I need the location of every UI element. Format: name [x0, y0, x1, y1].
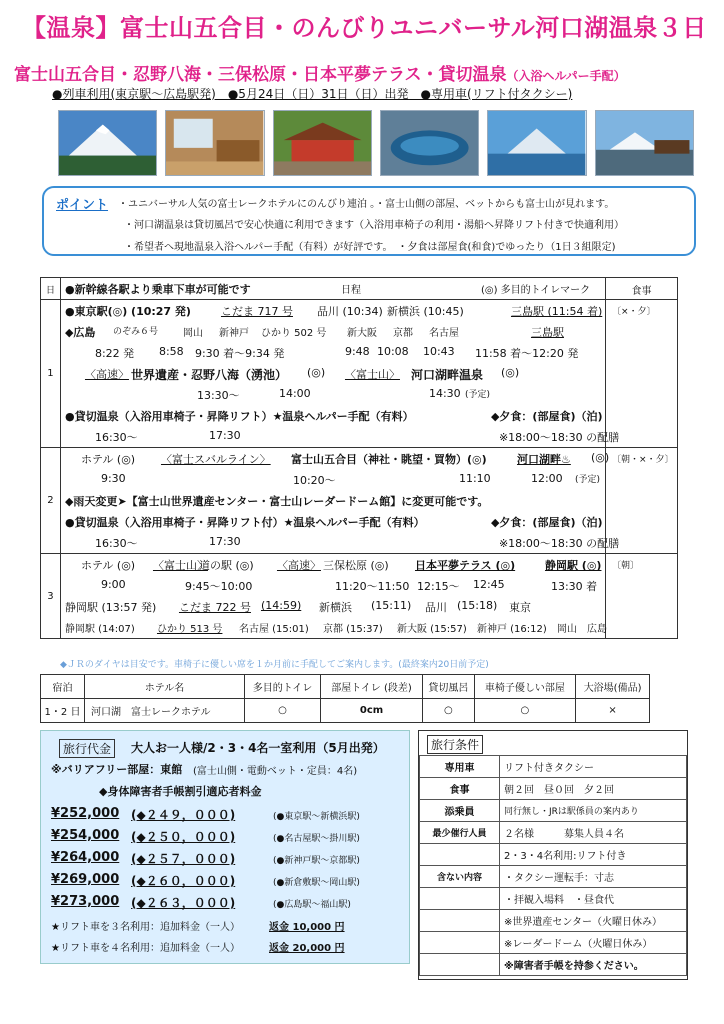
sched-text: ●貸切温泉（入浴用車椅子・昇降リフト）★温泉ヘルパー手配（有料）: [64, 410, 414, 423]
col-day-header: 日: [41, 278, 61, 300]
lift4-label: ★リフト車を４名利用：追加料金（一人）: [51, 943, 240, 954]
sched-text: 13:30 着: [550, 580, 598, 593]
condition-key: [420, 910, 500, 932]
hotel-header: 大浴場(備品): [576, 675, 650, 699]
sched-text: 三島駅: [530, 326, 564, 339]
sched-text: ひかり 502 号: [260, 328, 327, 339]
sched-text: 東京: [508, 601, 531, 614]
conditions-box: [418, 730, 688, 980]
subtitle-main: 富士山五合目・忍野八海・三保松原・日本平夢テラス・貸切温泉: [14, 65, 507, 85]
sched-text: 三保松原 (◎): [322, 559, 389, 572]
photo-fuji-sea: [487, 110, 586, 176]
price-label: 旅行代金: [59, 739, 115, 758]
sched-text: ◆夕食：(部屋食)（泊): [490, 410, 603, 423]
price-value: ¥254,000: [51, 828, 120, 843]
discount-title: ◆身体障害者手帳割引適応者料金: [99, 785, 262, 798]
sched-text: 品川: [424, 601, 447, 614]
sched-text: 河口湖畔温泉: [410, 368, 483, 382]
sched-text: 京都 (15:37): [322, 624, 383, 635]
sched-text: ●貸切温泉（入浴用車椅子・昇降リフト付）★温泉ヘルパー手配（有料）: [64, 516, 425, 529]
sched-text: 静岡駅 (◎): [544, 559, 602, 572]
meal-cell: 〔朝〕: [606, 554, 678, 639]
sched-text: 道の駅 (◎): [198, 559, 254, 572]
route-label: (●東京駅～新横浜駅): [273, 812, 360, 822]
discount-value: (◆２６０，０００): [131, 874, 236, 888]
sched-text: 11:58 着～12:20 発: [474, 347, 579, 360]
sched-text: ホテル (◎): [80, 559, 136, 572]
hotel-header: 部屋トイレ (段差): [320, 675, 422, 699]
price-value: ¥252,000: [51, 806, 120, 821]
sched-text: 10:43: [422, 345, 455, 358]
photo-strip: [58, 110, 694, 176]
condition-row: [420, 800, 687, 822]
sched-text: ※18:00～18:30 の配膳: [498, 537, 620, 550]
sched-text: 三島駅 (11:54 着): [510, 305, 603, 318]
sched-text: 14:30: [428, 387, 461, 400]
sched-text: ひかり 513 号: [156, 624, 223, 635]
condition-row: [420, 866, 687, 888]
meal-cell: 〔朝・×・夕〕: [606, 448, 678, 554]
sched-text: (予定): [464, 390, 490, 400]
day-number: 2: [41, 448, 61, 554]
condition-value: 同行無し・JRは駅係員の案内あり: [500, 800, 687, 822]
hotel-cell: 1・2 日: [41, 699, 85, 723]
point-line: ・希望者へ現地温泉入浴ヘルパー手配（有料）が好評です。 ・夕食は部屋食(和食)でゆったり（1日３組限定): [124, 242, 616, 253]
condition-key: 添乗員: [420, 800, 500, 822]
sched-text: 名古屋 (15:01): [238, 624, 309, 635]
route-label: (●広島駅～福山駅): [273, 900, 351, 910]
sched-text: 9:48: [344, 345, 370, 358]
sched-text: 〈富士山〉: [152, 559, 208, 572]
price-value: ¥273,000: [51, 894, 120, 909]
conditions-label: 旅行条件: [427, 735, 483, 754]
photo-room-interior: [165, 110, 264, 176]
sched-text: こだま 717 号: [220, 305, 293, 318]
sched-text: 16:30～: [94, 537, 138, 550]
condition-value: ・タクシー運転手：寸志: [500, 866, 687, 888]
day-number: 1: [41, 300, 61, 448]
hotel-header: 多目的トイレ: [245, 675, 321, 699]
sched-text: 8:22 発: [94, 347, 135, 360]
sched-text: 名古屋: [428, 328, 459, 339]
sched-text: 12:45: [472, 578, 505, 591]
sched-text: 新大阪: [346, 328, 377, 339]
condition-value: ※障害者手帳を持参ください。: [500, 954, 687, 976]
sched-text: 静岡駅 (14:07): [64, 624, 135, 635]
sched-text: 17:30: [208, 429, 241, 442]
condition-value: ※レーダードーム（火曜日休み）: [500, 932, 687, 954]
condition-key: [420, 954, 500, 976]
discount-value: (◆２６３，０００): [131, 896, 236, 910]
condition-key: 含ない内容: [420, 866, 500, 888]
train-info-line: ●列車利用(東京駅～広島駅発) ●5月24日（日）31日（日）出発 ●専用車(リフト付タクシー): [52, 87, 573, 101]
day-number: 3: [41, 554, 61, 639]
sched-text: のぞみ６号: [112, 327, 158, 337]
lift3-amount: 返金 10,000 円: [269, 922, 345, 933]
route-label: (●名古屋駅～掛川駅): [273, 834, 360, 844]
sched-text: 新横浜 (10:45): [386, 305, 464, 318]
sched-text: 9:45～10:00: [184, 580, 253, 593]
sched-text: ◆夕食：(部屋食)（泊): [490, 516, 603, 529]
subtitle: [14, 60, 626, 85]
sched-text: 9:30: [100, 472, 126, 485]
day-2-row: [41, 448, 678, 554]
hotel-cell: ○: [474, 699, 576, 723]
condition-value: リフト付きタクシー: [500, 756, 687, 778]
sched-text: 新神戸: [218, 328, 249, 339]
sched-text: 京都: [392, 328, 413, 339]
sched-text: 岡山: [182, 328, 203, 339]
condition-row: [420, 888, 687, 910]
hotel-cell: ○: [423, 699, 474, 723]
sched-text: (15:18): [456, 599, 498, 612]
jr-schedule-note: ◆ＪＲのダイヤは目安です。車椅子に優しい席を１か月前に手配してご案内します。(最終案内20日前予定): [60, 660, 489, 670]
hotel-header: 宿泊: [41, 675, 85, 699]
sched-text: 11:20～11:50: [334, 580, 410, 593]
sched-text: 広島: [586, 624, 607, 635]
sched-text: 岡山: [556, 624, 577, 635]
sched-text: (◎): [306, 366, 326, 379]
page-title: 【温泉】富士山五合目・のんびりユニバーサル河口湖温泉３日: [22, 14, 707, 42]
barrier-free-note: (富士山側・電動ベット・定員：4名): [193, 766, 358, 777]
sched-text: 〈富士山〉: [344, 368, 400, 381]
sched-text: 16:30～: [94, 431, 138, 444]
photo-onsen-bath: [380, 110, 479, 176]
photo-fuji-lake: [58, 110, 157, 176]
condition-key: [420, 888, 500, 910]
sched-text: 〈高速〉: [84, 368, 129, 381]
condition-value: ・拝観入場料 ・昼食代: [500, 888, 687, 910]
point-line: ・ユニバーサル人気の富士レークホテルにのんびり連泊 。・富士山側の部屋、ベットからも富士山が見れます。: [118, 199, 615, 210]
sched-text: 17:30: [208, 535, 241, 548]
lift4-amount: 返金 20,000 円: [269, 943, 345, 954]
photo-shrine: [273, 110, 372, 176]
price-value: ¥264,000: [51, 850, 120, 865]
photo-nihondaira-terrace: [595, 110, 694, 176]
sched-text: ※18:00～18:30 の配膳: [498, 431, 620, 444]
sched-text: 新神戸 (16:12): [476, 624, 547, 635]
hotel-row: [41, 699, 650, 723]
condition-value: 朝２回 昼０回 夕２回: [500, 778, 687, 800]
sched-text: 14:00: [278, 387, 311, 400]
sched-text: (15:11): [370, 599, 412, 612]
hotel-table: [40, 674, 650, 723]
day-1-row: [41, 300, 678, 448]
condition-row: [420, 756, 687, 778]
condition-row: [420, 844, 687, 866]
point-line: ・河口湖温泉は貸切風呂で安心快適に利用できます（入浴用車椅子の利用・湯船へ昇降リフト付きで快適利用）: [124, 220, 624, 231]
condition-row: [420, 954, 687, 976]
lift3-label: ★リフト車を３名利用：追加料金（一人）: [51, 922, 240, 933]
sched-text: 〈富士スバルライン〉: [160, 453, 271, 466]
meal-cell: 〔×・夕〕: [606, 300, 678, 448]
sched-text: 〈高速〉: [276, 559, 321, 572]
sched-text: (予定): [574, 475, 600, 485]
condition-key: [420, 932, 500, 954]
points-label: ポイント: [56, 198, 109, 213]
sched-text: 10:08: [376, 345, 409, 358]
subtitle-small: （入浴ヘルパー手配）: [506, 69, 626, 83]
sched-text: 9:00: [100, 578, 126, 591]
sched-text: ●東京駅(◎) (10:27 発): [64, 305, 191, 318]
shinkansen-note: ●新幹線各駅より乗車下車が可能です: [64, 283, 251, 296]
price-box: [40, 730, 410, 964]
hotel-cell: ×: [576, 699, 650, 723]
hotel-header: ホテル名: [85, 675, 245, 699]
hotel-cell: ○: [245, 699, 321, 723]
toilet-mark-legend: (◎) 多目的トイレマーク: [480, 285, 591, 296]
sched-text: 世界遺産・忍野八海（湧池）: [130, 368, 287, 382]
sched-text: 日本平夢テラス (◎): [414, 559, 516, 572]
discount-value: (◆２５７，０００): [131, 852, 236, 866]
route-label: (●新神戸駅～京都駅): [273, 856, 360, 866]
condition-value: ※世界遺産センター（火曜日休み）: [500, 910, 687, 932]
conditions-table: [419, 755, 687, 976]
col-meal-header: 食事: [606, 278, 678, 300]
sched-text: 12:15～: [416, 580, 460, 593]
sched-text: (◎): [500, 366, 520, 379]
condition-row: [420, 910, 687, 932]
condition-row: [420, 932, 687, 954]
hotel-cell: 0cm: [320, 699, 422, 723]
sched-text: 12:00: [530, 472, 563, 485]
sched-text: 9:30 着～9:34 発: [194, 347, 285, 360]
hotel-header: 車椅子優しい部屋: [474, 675, 576, 699]
sched-text: 品川 (10:34): [316, 305, 383, 318]
condition-row: [420, 822, 687, 844]
sched-text: 河口湖畔♨: [516, 453, 571, 466]
barrier-free-room: ※バリアフリー部屋：東館: [51, 763, 183, 776]
sched-text: (◎): [590, 451, 610, 464]
condition-value: ２名様 募集人員４名: [500, 822, 687, 844]
price-value: ¥269,000: [51, 872, 120, 887]
itinerary-header: [60, 278, 605, 300]
condition-value: 2・3・4名利用:リフト付き: [500, 844, 687, 866]
sched-text: 静岡駅 (13:57 発): [64, 601, 157, 614]
sched-text: 新横浜: [318, 601, 352, 614]
condition-key: 食事: [420, 778, 500, 800]
col-itinerary-header: 日程: [340, 285, 361, 296]
hotel-header: 貸切風呂: [423, 675, 474, 699]
sched-text: こだま 722 号: [178, 601, 251, 614]
route-label: (●新倉敷駅～岡山駅): [273, 878, 360, 888]
sched-text: 富士山五合目（神社・眺望・買物）(◎): [290, 453, 487, 466]
day-3-row: [41, 554, 678, 639]
discount-value: (◆２５０，０００): [131, 830, 236, 844]
condition-key: 専用車: [420, 756, 500, 778]
points-box: [42, 186, 696, 256]
sched-text: 8:58: [158, 345, 184, 358]
sched-text: 新大阪 (15:57): [396, 624, 467, 635]
sched-text: 11:10: [458, 472, 491, 485]
condition-row: [420, 778, 687, 800]
hotel-cell: 河口湖 富士レークホテル: [85, 699, 245, 723]
sched-text: 13:30～: [196, 389, 240, 402]
condition-key: [420, 844, 500, 866]
condition-key: 最少催行人員: [420, 822, 500, 844]
discount-value: (◆２４９，０００): [131, 808, 236, 822]
sched-text: ◆広島: [64, 326, 96, 339]
sched-text: ホテル (◎): [80, 453, 136, 466]
sched-text: (14:59): [260, 599, 302, 612]
sched-text: ◆雨天変更➤【富士山世界遺産センター・富士山レーダードーム館】に変更可能です。: [64, 495, 489, 508]
sched-text: 10:20～: [292, 474, 336, 487]
schedule-table: [40, 277, 678, 639]
price-headline: 大人お一人様/2・3・4名一室利用（5月出発）: [131, 741, 385, 755]
